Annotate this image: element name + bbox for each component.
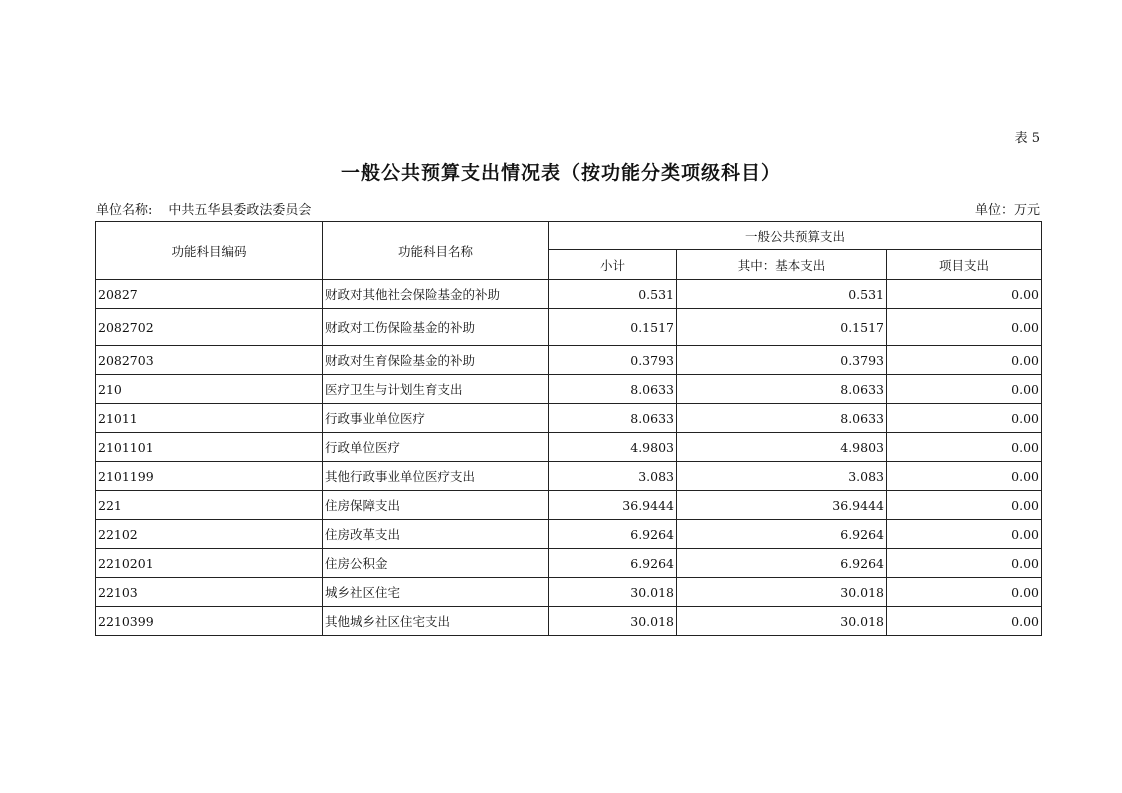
- row-name: 行政事业单位医疗: [323, 404, 549, 433]
- row-basic: 0.3793: [677, 346, 887, 375]
- header-project: 项目支出: [887, 250, 1042, 280]
- table-row: [96, 578, 1042, 607]
- table-row: [96, 520, 1042, 549]
- budget-table: [95, 221, 1042, 636]
- header-basic: 其中：基本支出: [677, 250, 887, 280]
- table-number: 表 5: [1014, 131, 1040, 146]
- table-row: [96, 375, 1042, 404]
- row-subtotal: 4.9803: [549, 433, 677, 462]
- row-name: 行政单位医疗: [323, 433, 549, 462]
- row-subtotal: 36.9444: [549, 491, 677, 520]
- table-row: [96, 280, 1042, 309]
- currency-unit: 单位：万元: [974, 203, 1040, 218]
- row-name: 其他城乡社区住宅支出: [323, 607, 549, 636]
- unit-name: [96, 199, 311, 218]
- row-subtotal: 0.1517: [549, 309, 677, 346]
- row-code: 22102: [96, 520, 323, 549]
- row-name: 城乡社区住宅: [323, 578, 549, 607]
- table-row: [96, 404, 1042, 433]
- unit-name-label: 单位名称:: [96, 203, 153, 218]
- row-code: 210: [96, 375, 323, 404]
- row-code: 2210201: [96, 549, 323, 578]
- row-code: 21011: [96, 404, 323, 433]
- header-subtotal: 小计: [549, 250, 677, 280]
- page-title: 一般公共预算支出情况表（按功能分类项级科目）: [340, 162, 781, 184]
- row-subtotal: 3.083: [549, 462, 677, 491]
- row-code: 2082702: [96, 309, 323, 346]
- row-basic: 30.018: [677, 578, 887, 607]
- row-name: 医疗卫生与计划生育支出: [323, 375, 549, 404]
- row-name: 财政对工伤保险基金的补助: [323, 309, 549, 346]
- row-code: 2101101: [96, 433, 323, 462]
- row-project: 0.00: [887, 607, 1042, 636]
- row-basic: 0.1517: [677, 309, 887, 346]
- row-basic: 4.9803: [677, 433, 887, 462]
- row-code: 2082703: [96, 346, 323, 375]
- row-basic: 36.9444: [677, 491, 887, 520]
- row-subtotal: 30.018: [549, 607, 677, 636]
- row-basic: 3.083: [677, 462, 887, 491]
- table-row: [96, 433, 1042, 462]
- row-subtotal: 0.531: [549, 280, 677, 309]
- table-row: [96, 491, 1042, 520]
- row-subtotal: 8.0633: [549, 404, 677, 433]
- row-name: 住房公积金: [323, 549, 549, 578]
- header-group: 一般公共预算支出: [549, 222, 1042, 250]
- row-code: 2101199: [96, 462, 323, 491]
- unit-name-value: 中共五华县委政法委员会: [168, 203, 312, 218]
- row-code: 20827: [96, 280, 323, 309]
- row-project: 0.00: [887, 309, 1042, 346]
- row-subtotal: 8.0633: [549, 375, 677, 404]
- header-name: 功能科目名称: [323, 222, 549, 280]
- row-basic: 8.0633: [677, 404, 887, 433]
- row-project: 0.00: [887, 280, 1042, 309]
- row-basic: 8.0633: [677, 375, 887, 404]
- table-row: [96, 346, 1042, 375]
- row-subtotal: 6.9264: [549, 549, 677, 578]
- row-basic: 30.018: [677, 607, 887, 636]
- header-code: 功能科目编码: [96, 222, 323, 280]
- row-subtotal: 30.018: [549, 578, 677, 607]
- row-basic: 6.9264: [677, 549, 887, 578]
- row-code: 2210399: [96, 607, 323, 636]
- row-project: 0.00: [887, 404, 1042, 433]
- row-project: 0.00: [887, 578, 1042, 607]
- table-row: [96, 607, 1042, 636]
- table-row: [96, 549, 1042, 578]
- row-name: 财政对其他社会保险基金的补助: [323, 280, 549, 309]
- row-project: 0.00: [887, 491, 1042, 520]
- row-name: 住房保障支出: [323, 491, 549, 520]
- row-code: 221: [96, 491, 323, 520]
- row-basic: 0.531: [677, 280, 887, 309]
- row-subtotal: 0.3793: [549, 346, 677, 375]
- row-name: 财政对生育保险基金的补助: [323, 346, 549, 375]
- row-project: 0.00: [887, 462, 1042, 491]
- row-project: 0.00: [887, 346, 1042, 375]
- row-project: 0.00: [887, 433, 1042, 462]
- table-body: [96, 280, 1042, 636]
- row-project: 0.00: [887, 549, 1042, 578]
- row-name: 住房改革支出: [323, 520, 549, 549]
- table-row: [96, 462, 1042, 491]
- row-project: 0.00: [887, 520, 1042, 549]
- row-project: 0.00: [887, 375, 1042, 404]
- row-name: 其他行政事业单位医疗支出: [323, 462, 549, 491]
- row-subtotal: 6.9264: [549, 520, 677, 549]
- row-code: 22103: [96, 578, 323, 607]
- row-basic: 6.9264: [677, 520, 887, 549]
- table-row: [96, 309, 1042, 346]
